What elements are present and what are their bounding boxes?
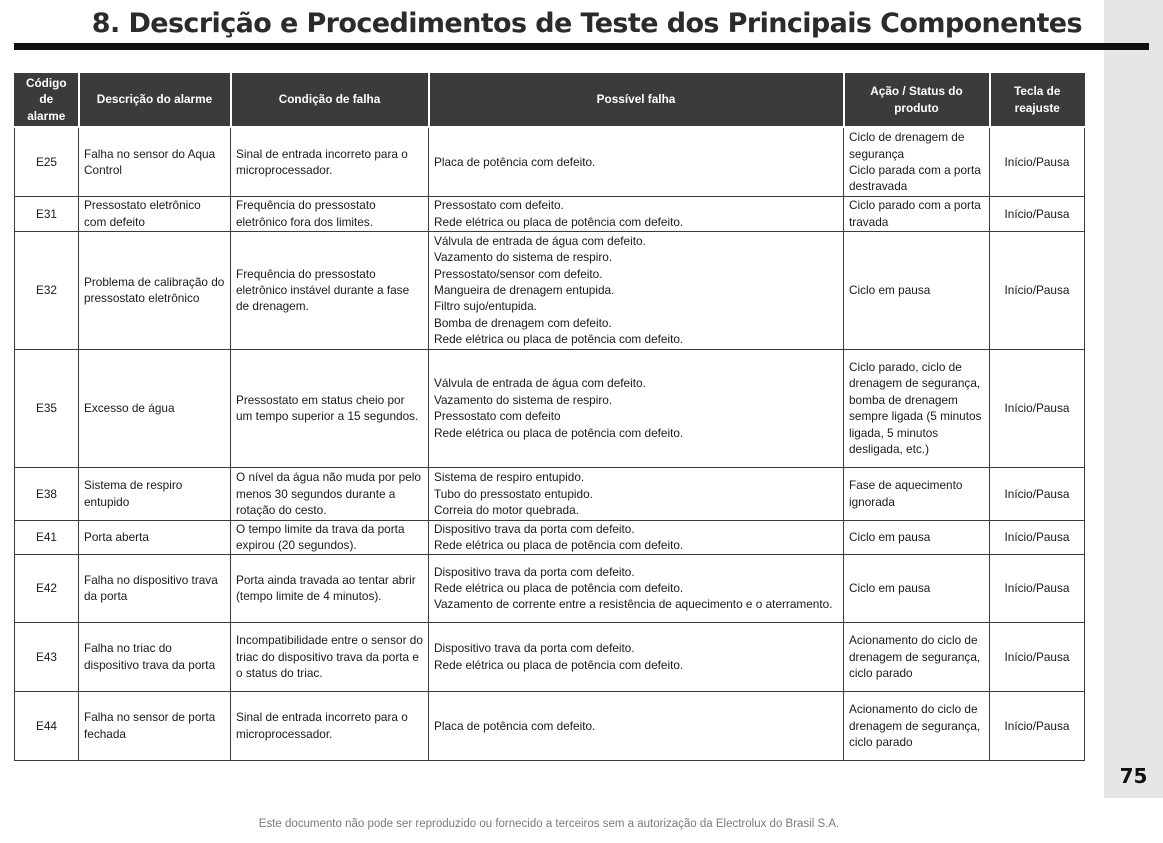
cell-possible-failure: Válvula de entrada de água com defeito. Vazamento do sistema de respiro. Pressostato com defeito Rede elétrica ou placa de potência com defeito. (429, 349, 844, 467)
cell-reset-key: Início/Pausa (990, 467, 1085, 520)
title-rule (14, 43, 1149, 50)
cell-action-status: Ciclo de drenagem de segurança Ciclo parada com a porta destravada (844, 127, 990, 196)
page-number: 75 (1119, 764, 1148, 788)
cell-action-status: Acionamento do ciclo de drenagem de segurança, ciclo parado (844, 622, 990, 691)
cell-alarm-description: Falha no sensor do Aqua Control (79, 127, 231, 196)
cell-alarm-code: E41 (15, 520, 79, 554)
cell-action-status: Ciclo parado, ciclo de drenagem de segurança, bomba de drenagem sempre ligada (5 minutos ligada, 5 minutos desligada, etc.) (844, 349, 990, 467)
cell-alarm-code: E44 (15, 691, 79, 760)
page-title: 8. Descrição e Procedimentos de Teste dos Principais Componentes (91, 8, 1082, 39)
alarm-table-body (15, 127, 1085, 760)
cell-alarm-description: Falha no sensor de porta fechada (79, 691, 231, 760)
table-row (15, 349, 1085, 467)
cell-reset-key: Início/Pausa (990, 127, 1085, 196)
header-reset-key: Tecla de reajuste (990, 73, 1085, 127)
cell-alarm-description: Porta aberta (79, 520, 231, 554)
cell-action-status: Ciclo parado com a porta travada (844, 196, 990, 231)
cell-alarm-code: E31 (15, 196, 79, 231)
cell-fault-condition: O tempo limite da trava da porta expirou (20 segundos). (231, 520, 429, 554)
table-row (15, 554, 1085, 622)
footer-disclaimer: Este documento não pode ser reproduzido ou fornecido a terceiros sem a autorização da Electrolux do Brasil S.A. (258, 818, 840, 830)
cell-alarm-description: Problema de calibração do pressostato eletrônico (79, 231, 231, 349)
header-alarm-description: Descrição do alarme (79, 73, 231, 127)
cell-alarm-code: E25 (15, 127, 79, 196)
cell-reset-key: Início/Pausa (990, 520, 1085, 554)
cell-alarm-description: Falha no dispositivo trava da porta (79, 554, 231, 622)
cell-fault-condition: Sinal de entrada incorreto para o microprocessador. (231, 691, 429, 760)
cell-fault-condition: Porta ainda travada ao tentar abrir (tempo limite de 4 minutos). (231, 554, 429, 622)
cell-alarm-code: E38 (15, 467, 79, 520)
table-row (15, 196, 1085, 231)
header-possible-failure: Possível falha (429, 73, 844, 127)
table-row (15, 520, 1085, 554)
cell-fault-condition: O nível da água não muda por pelo menos 30 segundos durante a rotação do cesto. (231, 467, 429, 520)
cell-reset-key: Início/Pausa (990, 231, 1085, 349)
cell-alarm-code: E42 (15, 554, 79, 622)
cell-alarm-code: E43 (15, 622, 79, 691)
cell-possible-failure: Dispositivo trava da porta com defeito. Rede elétrica ou placa de potência com defeito. Vazamento de corrente entre a resistência de aquecimento e o aterramento. (429, 554, 844, 622)
cell-action-status: Ciclo em pausa (844, 520, 990, 554)
header-alarm-code: Código de alarme (15, 73, 79, 127)
table-row (15, 622, 1085, 691)
cell-possible-failure: Pressostato com defeito. Rede elétrica ou placa de potência com defeito. (429, 196, 844, 231)
cell-fault-condition: Frequência do pressostato eletrônico instável durante a fase de drenagem. (231, 231, 429, 349)
page-sidebar (1104, 0, 1163, 798)
cell-possible-failure: Placa de potência com defeito. (429, 127, 844, 196)
cell-alarm-code: E32 (15, 231, 79, 349)
cell-fault-condition: Frequência do pressostato eletrônico fora dos limites. (231, 196, 429, 231)
alarm-table (14, 73, 1085, 761)
cell-reset-key: Início/Pausa (990, 196, 1085, 231)
cell-reset-key: Início/Pausa (990, 554, 1085, 622)
cell-possible-failure: Válvula de entrada de água com defeito. Vazamento do sistema de respiro. Pressostato/sensor com defeito. Mangueira de drenagem entupida. Filtro sujo/entupida. Bomba de drenagem com defeito. Rede elétrica ou placa de potência com defeito. (429, 231, 844, 349)
cell-possible-failure: Sistema de respiro entupido. Tubo do pressostato entupido. Correia do motor quebrada. (429, 467, 844, 520)
header-action-status: Ação / Status do produto (844, 73, 990, 127)
cell-possible-failure: Placa de potência com defeito. (429, 691, 844, 760)
cell-alarm-description: Excesso de água (79, 349, 231, 467)
cell-alarm-description: Sistema de respiro entupido (79, 467, 231, 520)
header-row (15, 73, 1085, 127)
cell-reset-key: Início/Pausa (990, 622, 1085, 691)
table-row (15, 231, 1085, 349)
cell-reset-key: Início/Pausa (990, 691, 1085, 760)
cell-alarm-code: E35 (15, 349, 79, 467)
header-fault-condition: Condição de falha (231, 73, 429, 127)
cell-action-status: Ciclo em pausa (844, 231, 990, 349)
cell-action-status: Ciclo em pausa (844, 554, 990, 622)
cell-fault-condition: Pressostato em status cheio por um tempo superior a 15 segundos. (231, 349, 429, 467)
alarm-table-header (15, 73, 1085, 127)
cell-reset-key: Início/Pausa (990, 349, 1085, 467)
cell-action-status: Fase de aquecimento ignorada (844, 467, 990, 520)
cell-fault-condition: Incompatibilidade entre o sensor do triac do dispositivo trava da porta e o status do triac. (231, 622, 429, 691)
cell-alarm-description: Pressostato eletrônico com defeito (79, 196, 231, 231)
cell-possible-failure: Dispositivo trava da porta com defeito. Rede elétrica ou placa de potência com defeito. (429, 622, 844, 691)
cell-alarm-description: Falha no triac do dispositivo trava da porta (79, 622, 231, 691)
table-row (15, 467, 1085, 520)
cell-action-status: Acionamento do ciclo de drenagem de segurança, ciclo parado (844, 691, 990, 760)
cell-fault-condition: Sinal de entrada incorreto para o microprocessador. (231, 127, 429, 196)
table-row (15, 127, 1085, 196)
cell-possible-failure: Dispositivo trava da porta com defeito. Rede elétrica ou placa de potência com defeito. (429, 520, 844, 554)
table-row (15, 691, 1085, 760)
